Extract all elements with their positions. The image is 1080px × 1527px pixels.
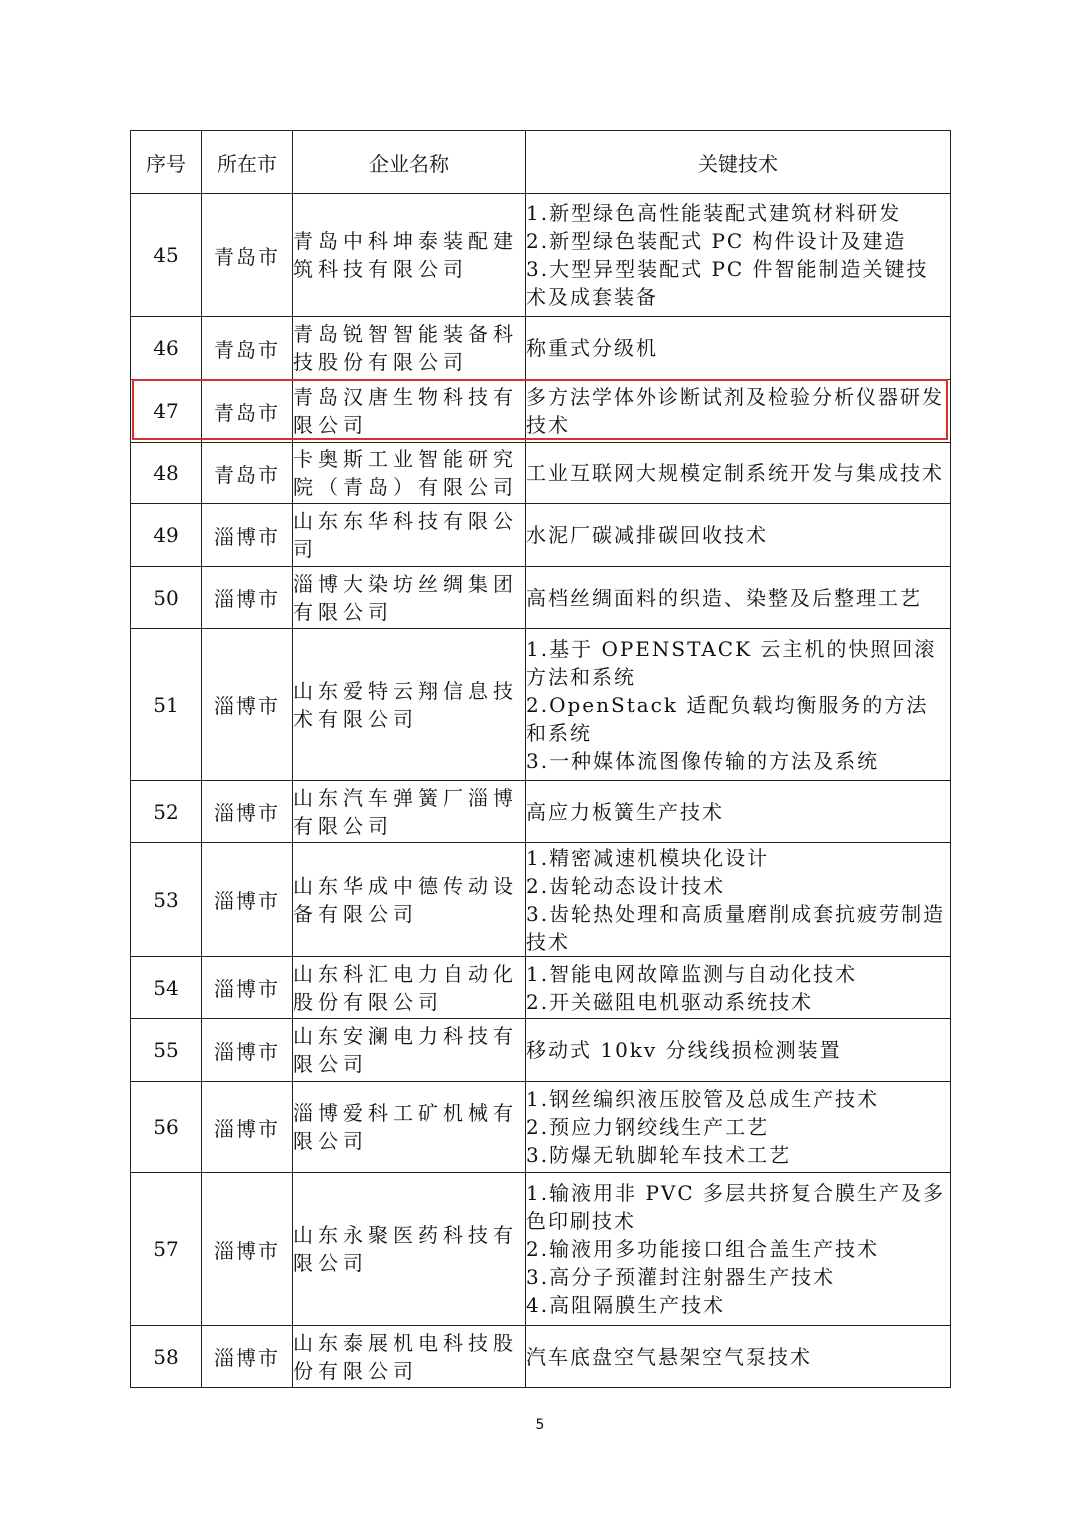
page-number: 5 — [535, 1417, 545, 1433]
table-row — [131, 380, 951, 443]
table-row — [131, 1326, 951, 1388]
cell-number: 45 — [131, 194, 202, 317]
technology-item: 2.新型绿色装配式 PC 构件设计及建造 — [526, 229, 907, 253]
cell-technology — [526, 380, 951, 443]
technology-item: 2.OpenStack 适配负载均衡服务的方法和系统 — [526, 692, 929, 745]
technology-item: 3.高分子预灌封注射器生产技术 — [526, 1265, 836, 1289]
cell-company: 山东安澜电力科技有限公司 — [293, 1019, 526, 1082]
technology-item: 移动式 10kv 分线线损检测装置 — [526, 1038, 842, 1062]
table-row — [131, 629, 951, 781]
table-row — [131, 317, 951, 380]
table-row — [131, 1019, 951, 1082]
cell-technology — [526, 443, 951, 504]
cell-technology — [526, 1326, 951, 1388]
cell-city: 淄博市 — [202, 1082, 293, 1173]
technology-item: 2.开关磁阻电机驱动系统技术 — [526, 989, 814, 1014]
technology-item: 1.钢丝编织液压胶管及总成生产技术 — [526, 1087, 880, 1111]
cell-number: 54 — [131, 957, 202, 1019]
table-row — [131, 781, 951, 843]
technology-item: 汽车底盘空气悬架空气泵技术 — [526, 1344, 812, 1369]
cell-technology — [526, 194, 951, 317]
table-row — [131, 843, 951, 957]
technology-item: 3.齿轮热处理和高质量磨削成套抗疲劳制造技术 — [526, 901, 946, 954]
cell-city: 淄博市 — [202, 567, 293, 629]
cell-number: 46 — [131, 317, 202, 380]
technology-item: 称重式分级机 — [526, 336, 658, 360]
cell-company: 山东爱特云翔信息技术有限公司 — [293, 629, 526, 781]
cell-technology — [526, 317, 951, 380]
cell-city: 淄博市 — [202, 957, 293, 1019]
cell-number: 52 — [131, 781, 202, 843]
technology-item: 3.防爆无轨脚轮车技术工艺 — [526, 1143, 792, 1167]
table-row — [131, 1082, 951, 1173]
cell-company: 淄博大染坊丝绸集团有限公司 — [293, 567, 526, 629]
header-number: 序号 — [131, 131, 202, 194]
cell-city: 青岛市 — [202, 194, 293, 317]
cell-city: 淄博市 — [202, 781, 293, 843]
cell-number: 49 — [131, 504, 202, 567]
cell-number: 57 — [131, 1173, 202, 1326]
technology-item: 4.高阻隔膜生产技术 — [526, 1293, 726, 1317]
technology-item: 2.预应力钢绞线生产工艺 — [526, 1115, 770, 1139]
header-row — [131, 131, 951, 194]
technology-item: 高应力板簧生产技术 — [526, 799, 724, 824]
technology-item: 工业互联网大规模定制系统开发与集成技术 — [526, 461, 944, 485]
table-row — [131, 194, 951, 317]
cell-number: 55 — [131, 1019, 202, 1082]
cell-company: 青岛汉唐生物科技有限公司 — [293, 380, 526, 443]
cell-technology — [526, 1019, 951, 1082]
technology-item: 2.输液用多功能接口组合盖生产技术 — [526, 1237, 880, 1261]
cell-technology — [526, 1173, 951, 1326]
cell-company: 山东泰展机电科技股份有限公司 — [293, 1326, 526, 1388]
cell-technology — [526, 1082, 951, 1173]
cell-number: 58 — [131, 1326, 202, 1388]
cell-city: 淄博市 — [202, 843, 293, 957]
cell-number: 47 — [131, 380, 202, 443]
cell-company: 山东永聚医药科技有限公司 — [293, 1173, 526, 1326]
cell-city: 淄博市 — [202, 1019, 293, 1082]
table-body — [131, 194, 951, 1388]
cell-technology — [526, 629, 951, 781]
technology-item: 2.齿轮动态设计技术 — [526, 873, 726, 898]
cell-company: 山东华成中德传动设备有限公司 — [293, 843, 526, 957]
cell-company: 山东汽车弹簧厂淄博有限公司 — [293, 781, 526, 843]
cell-city: 淄博市 — [202, 629, 293, 781]
cell-number: 51 — [131, 629, 202, 781]
technology-table — [130, 130, 951, 1388]
technology-item: 3.大型异型装配式 PC 件智能制造关键技术及成套装备 — [526, 257, 929, 309]
cell-city: 淄博市 — [202, 1173, 293, 1326]
table-row — [131, 504, 951, 567]
table-header — [131, 131, 951, 194]
cell-technology — [526, 781, 951, 843]
table-row — [131, 1173, 951, 1326]
technology-item: 高档丝绸面料的织造、染整及后整理工艺 — [526, 585, 922, 610]
header-company: 企业名称 — [293, 131, 526, 194]
cell-company: 山东科汇电力自动化股份有限公司 — [293, 957, 526, 1019]
cell-number: 48 — [131, 443, 202, 504]
cell-company: 卡奥斯工业智能研究院（青岛）有限公司 — [293, 443, 526, 504]
cell-technology — [526, 567, 951, 629]
cell-city: 淄博市 — [202, 504, 293, 567]
table-row — [131, 567, 951, 629]
header-technology: 关键技术 — [526, 131, 951, 194]
cell-number: 50 — [131, 567, 202, 629]
cell-company: 淄博爱科工矿机械有限公司 — [293, 1082, 526, 1173]
cell-number: 53 — [131, 843, 202, 957]
technology-item: 多方法学体外诊断试剂及检验分析仪器研发技术 — [526, 385, 944, 437]
table-row — [131, 443, 951, 504]
technology-item: 水泥厂碳减排碳回收技术 — [526, 523, 768, 547]
cell-technology — [526, 957, 951, 1019]
cell-technology — [526, 504, 951, 567]
cell-city: 青岛市 — [202, 443, 293, 504]
table-row — [131, 957, 951, 1019]
header-city: 所在市 — [202, 131, 293, 194]
cell-city: 淄博市 — [202, 1326, 293, 1388]
cell-company: 青岛锐智智能装备科技股份有限公司 — [293, 317, 526, 380]
technology-item: 1.新型绿色高性能装配式建筑材料研发 — [526, 201, 902, 225]
cell-company: 山东东华科技有限公司 — [293, 504, 526, 567]
cell-technology — [526, 843, 951, 957]
technology-item: 1.基于 OPENSTACK 云主机的快照回滚方法和系统 — [526, 636, 937, 689]
technology-item: 3.一种媒体流图像传输的方法及系统 — [526, 748, 880, 773]
cell-number: 56 — [131, 1082, 202, 1173]
technology-item: 1.精密减速机模块化设计 — [526, 845, 770, 870]
technology-item: 1.智能电网故障监测与自动化技术 — [526, 961, 858, 986]
cell-company: 青岛中科坤泰装配建筑科技有限公司 — [293, 194, 526, 317]
technology-item: 1.输液用非 PVC 多层共挤复合膜生产及多色印刷技术 — [526, 1181, 945, 1233]
cell-city: 青岛市 — [202, 380, 293, 443]
cell-city: 青岛市 — [202, 317, 293, 380]
